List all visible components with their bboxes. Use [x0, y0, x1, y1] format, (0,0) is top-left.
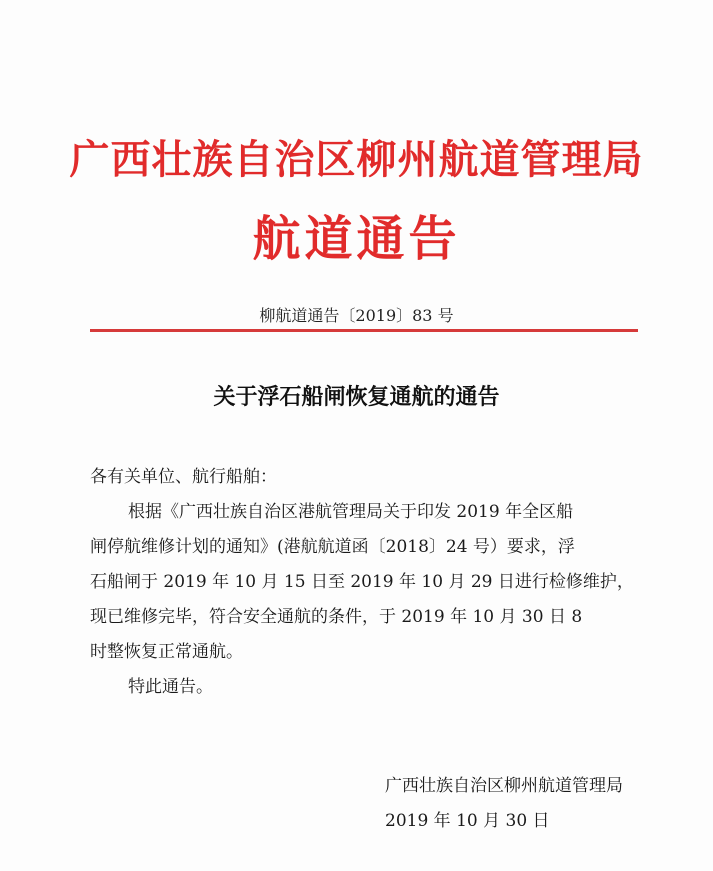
- notice-type-title: 航道通告: [252, 211, 461, 267]
- issuing-org-title: 广西壮族自治区柳州航道管理局: [69, 136, 644, 183]
- document-number: 柳航道通告〔2019〕83 号: [259, 306, 454, 325]
- salutation: 各有关单位、航行船舶：: [90, 467, 277, 487]
- body-line: 根据《广西壮族自治区港航管理局关于印发 2019 年全区船: [128, 502, 574, 522]
- body-line: 现已维修完毕，符合安全通航的条件，于 2019 年 10 月 30 日 8: [90, 607, 583, 627]
- closing-remark: 特此通告。: [128, 677, 213, 697]
- notice-subject: 关于浮石船闸恢复通航的通告: [213, 384, 500, 410]
- red-divider-line: [90, 329, 638, 332]
- body-line: 时整恢复正常通航。: [90, 642, 243, 662]
- body-line: 闸停航维修计划的通知》(港航航道函〔2018〕24 号）要求，浮: [90, 537, 575, 557]
- signature-date: 2019 年 10 月 30 日: [385, 811, 550, 831]
- body-line: 石船闸于 2019 年 10 月 15 日至 2019 年 10 月 29 日进行检修维护，: [90, 572, 634, 592]
- signature-org: 广西壮族自治区柳州航道管理局: [385, 776, 623, 796]
- body-paragraph: [90, 495, 638, 670]
